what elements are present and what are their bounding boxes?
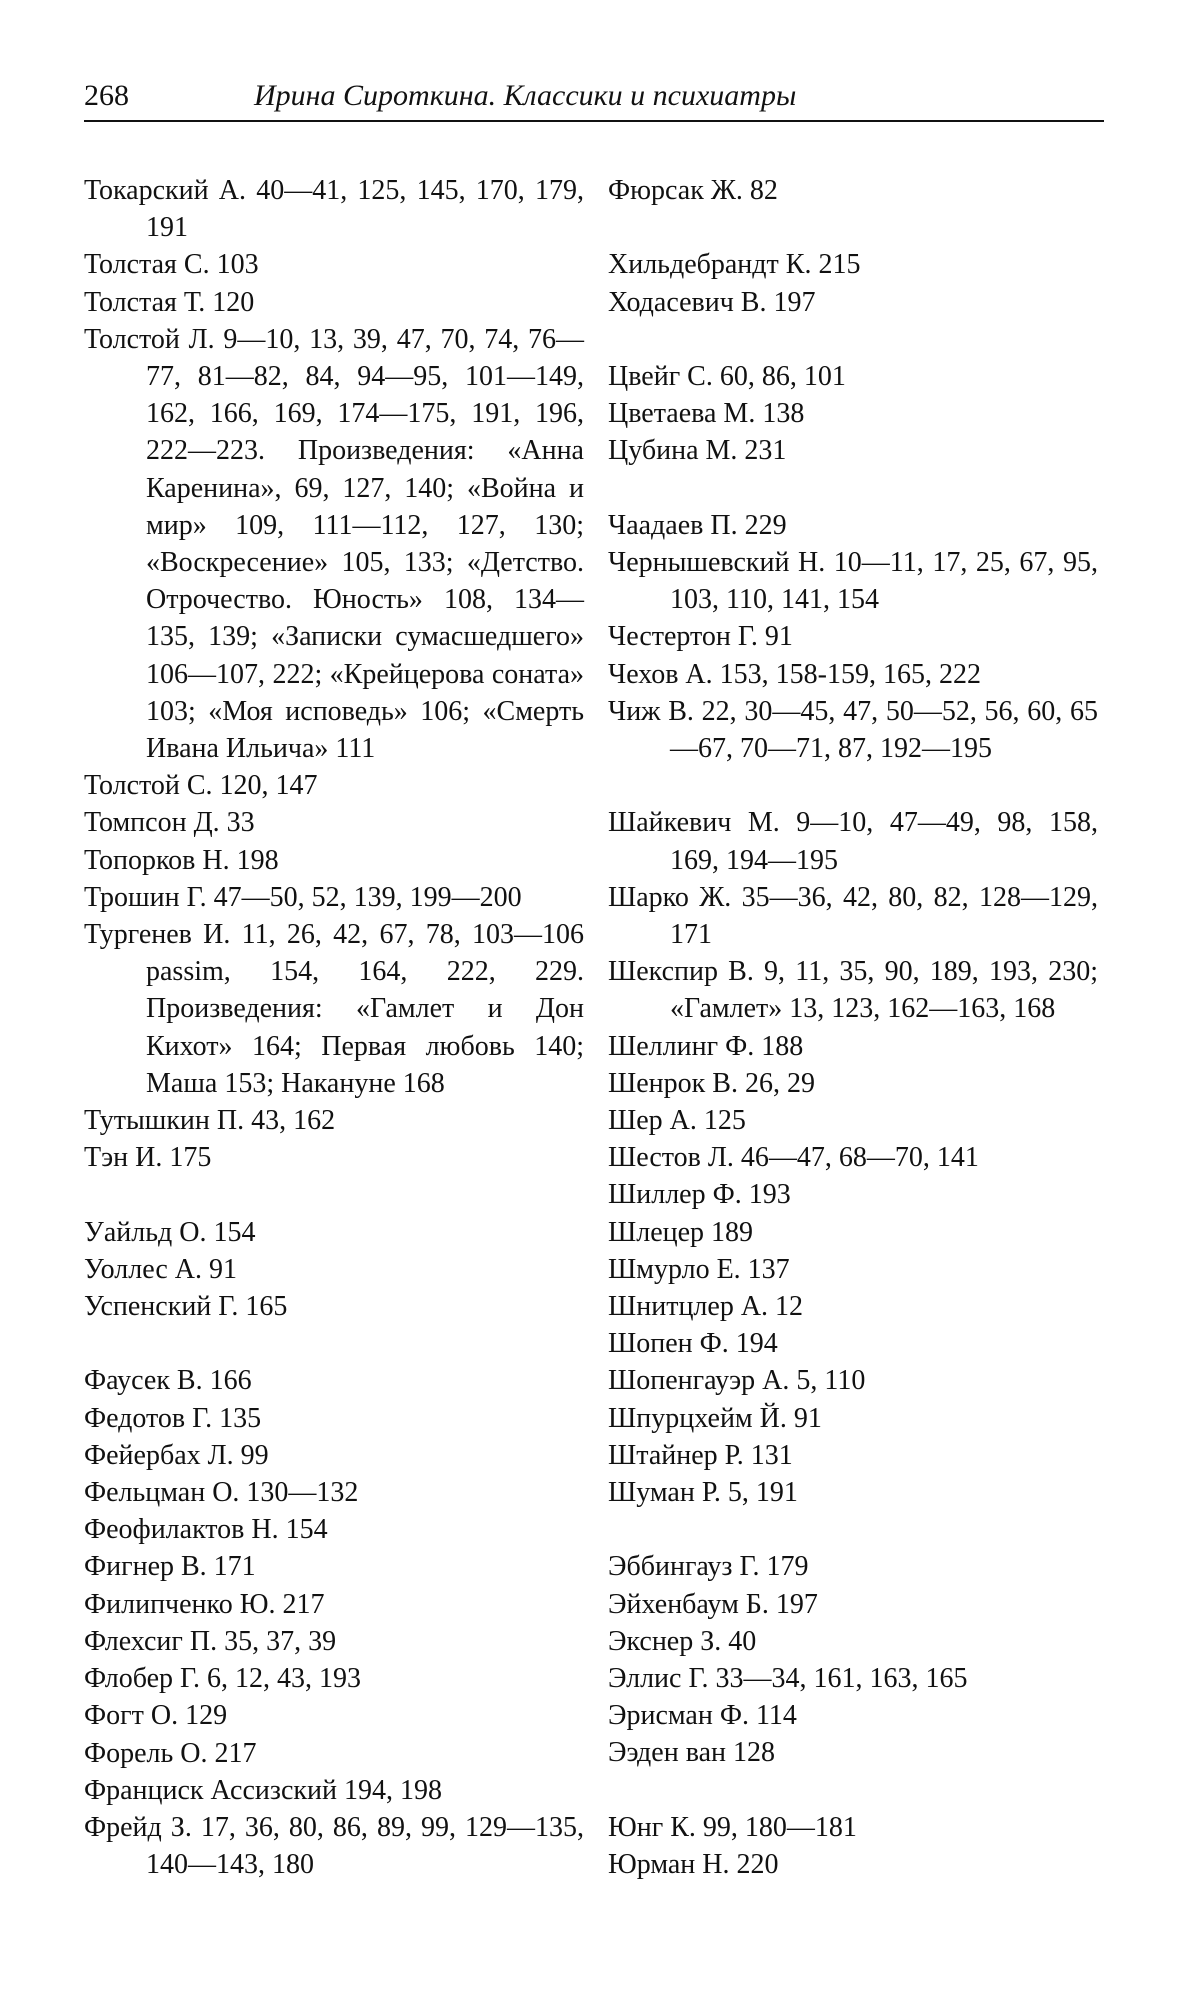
index-letter-gap [608,767,1098,804]
index-entry: Уайльд О. 154 [84,1216,256,1248]
index-entry: Тэн И. 175 [84,1142,212,1174]
index-entry: Фрейд З. 17, 36, 80, 86, 89, 99, 129—135, 140—143, 180 [84,1811,584,1881]
index-entry: Фейербах Л. 99 [84,1439,269,1471]
index-entry: Тутышкин П. 43, 162 [84,1105,336,1137]
index-entry: Шопенгауэр А. 5, 110 [608,1365,866,1397]
index-entry: Цубина М. 231 [608,435,787,467]
index-entry: Фельцман О. 130—132 [84,1477,359,1509]
index-letter-gap [608,1511,1098,1548]
index-entry: Фаусек В. 166 [84,1365,252,1397]
index-entry: Шекспир В. 9, 11, 35, 90, 189, 193, 230; «Гамлет» 13, 123, 162—163, 168 [608,956,1098,1025]
index-entry: Эрисман Ф. 114 [608,1700,797,1732]
index-entry: Цветаева М. 138 [608,398,805,430]
index-entry: Толстая Т. 120 [84,286,255,318]
index-entry: Юнг К. 99, 180—181 [608,1811,857,1843]
index-letter-gap [84,1325,584,1362]
index-entry: Уоллес А. 91 [84,1253,238,1285]
index-entry: Франциск Ассизский 194, 198 [84,1774,442,1806]
index-letter-gap [608,209,1098,246]
index-entry: Ээден ван 128 [608,1737,775,1769]
index-entry: Эббингауз Г. 179 [608,1551,809,1583]
index-letter-gap [608,470,1098,507]
index-entry: Шлецер 189 [608,1216,754,1248]
index-entry: Чернышевский Н. 10—11, 17, 25, 67, 95, 103, 110, 141, 154 [608,546,1098,616]
index-entry: Шеллинг Ф. 188 [608,1030,804,1062]
index-entry: Чаадаев П. 229 [608,509,787,541]
index-entry: Экснер З. 40 [608,1625,757,1657]
index-letter-gap [84,1176,584,1213]
index-entry: Шопен Ф. 194 [608,1328,778,1360]
index-entry: Фигнер В. 171 [84,1551,256,1583]
index-entry: Успенский Г. 165 [84,1291,288,1323]
index-entry: Топорков Н. 198 [84,844,279,876]
index-entry: Фюрсак Ж. 82 [608,175,778,206]
index-entry: Шер А. 125 [608,1105,746,1137]
index-entry: Хильдебрандт К. 215 [608,249,861,281]
index-entry: Чиж В. 22, 30—45, 47, 50—52, 56, 60, 65—67, 70—71, 87, 192—195 [608,695,1098,764]
index-entry: Толстой С. 120, 147 [84,770,318,802]
index-entry: Шиллер Ф. 193 [608,1179,791,1211]
index-letter-gap [608,1772,1098,1809]
index-entry: Юрман Н. 220 [608,1849,779,1881]
index-entry: Эйхенбаум Б. 197 [608,1588,818,1620]
index-entry: Шарко Ж. 35—36, 42, 80, 82, 128—129, 171 [608,881,1098,950]
index-entry: Шнитцлер А. 12 [608,1291,804,1323]
index-column-right [608,172,1098,1883]
index-entry: Токарский А. 40—41, 125, 145, 170, 179, 191 [84,175,584,244]
index-entry: Честертон Г. 91 [608,621,793,653]
page-header [84,76,1104,122]
index-entry: Фогт О. 129 [84,1700,228,1732]
index-entry: Томпсон Д. 33 [84,807,255,839]
index-entry: Феофилактов Н. 154 [84,1514,328,1546]
index-entry: Филипченко Ю. 217 [84,1588,325,1620]
index-entry: Флехсиг П. 35, 37, 39 [84,1625,337,1657]
index-entry: Форель О. 217 [84,1737,257,1769]
index-entry: Эллис Г. 33—34, 161, 163, 165 [608,1663,968,1695]
index-entry: Тургенев И. 11, 26, 42, 67, 78, 103—106 passim, 154, 164, 222, 229. Произведения: «Гамлет и Дон Кихот» 164; Первая любовь 140; Маша 153; Накануне 168 [84,919,584,1099]
index-entry: Шайкевич М. 9—10, 47—49, 98, 158, 169, 194—195 [608,807,1098,876]
index-entry: Цвейг С. 60, 86, 101 [608,360,846,392]
index-entry: Федотов Г. 135 [84,1402,262,1434]
index-entry: Трошин Г. 47—50, 52, 139, 199—200 [84,881,522,913]
index-entry: Шестов Л. 46—47, 68—70, 141 [608,1142,979,1174]
index-column-left [84,172,584,1883]
index-entry: Шенрок В. 26, 29 [608,1067,815,1099]
index-entry: Шуман Р. 5, 191 [608,1477,798,1509]
running-title: Ирина Сироткина. Классики и психиатры [254,79,797,112]
index-entry: Ходасевич В. 197 [608,286,816,318]
index-entry: Шмурло Е. 137 [608,1253,790,1285]
index-entry: Толстая С. 103 [84,249,259,281]
index-entry: Шпурцхейм Й. 91 [608,1402,822,1434]
index-letter-gap [608,321,1098,358]
page-number: 268 [84,79,129,112]
index-entry: Толстой Л. 9—10, 13, 39, 47, 70, 74, 76—77, 81—82, 84, 94—95, 101—149, 162, 166, 169, 174—175, 191, 196, 222—223. Произведения: «Анна Каренина», 69, 127, 140; «Война и мир» 109, 111—112, 127, 130; «Воскресение» 105, 133; «Детство. Отрочество. Юность» 108, 134—135, 139; «Записки сумасшедшего» 106—107, 222; «Крейцерова соната» 103; «Моя исповедь» 106; «Смерть Ивана Ильича» 111 [84,323,584,765]
index-entry: Флобер Г. 6, 12, 43, 193 [84,1663,362,1695]
index-entry: Штайнер Р. 131 [608,1439,793,1471]
index-entry: Чехов А. 153, 158-159, 165, 222 [608,658,981,690]
